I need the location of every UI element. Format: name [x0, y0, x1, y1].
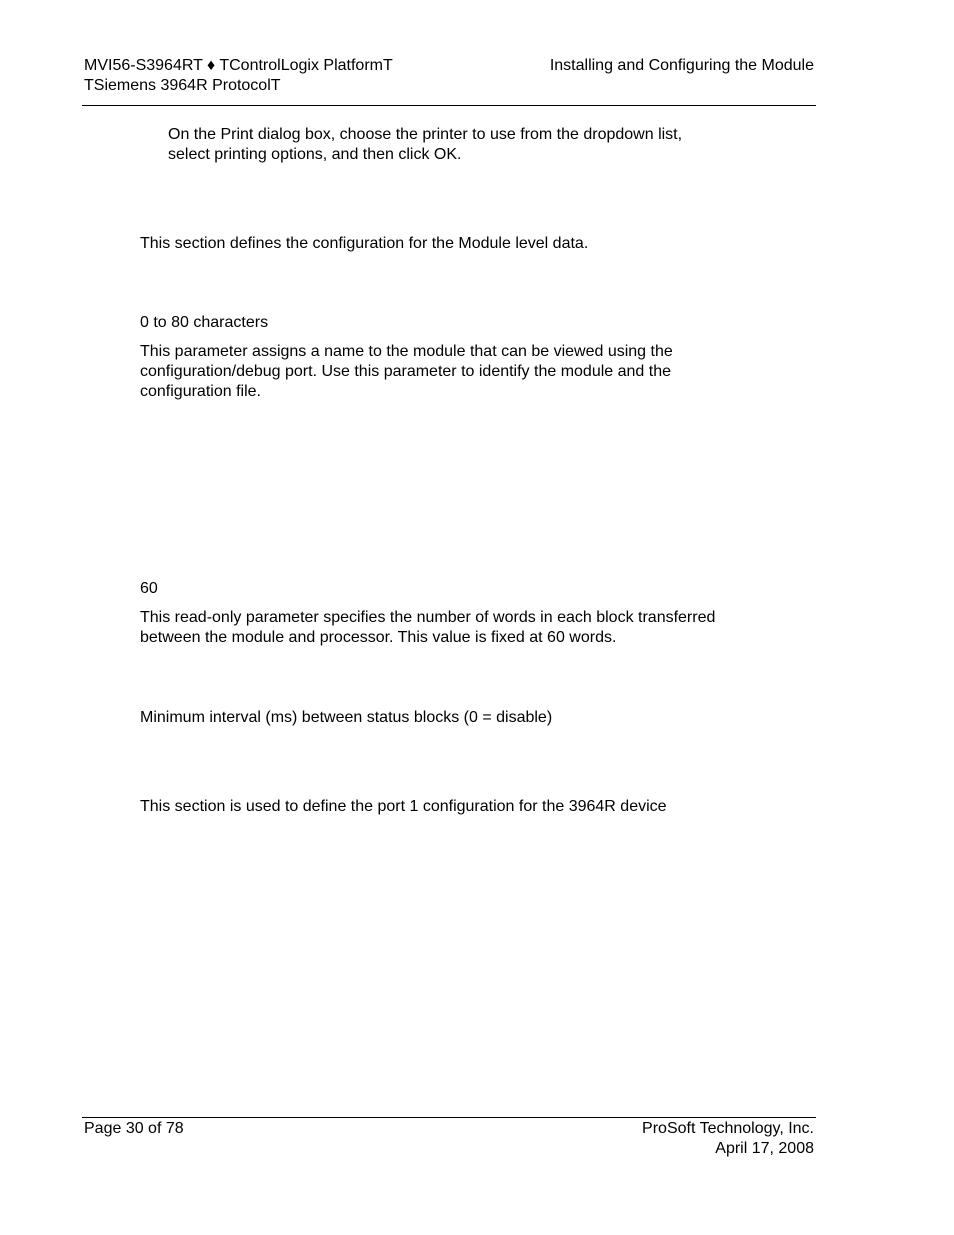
print-step-line: On the Print dialog box, choose the printer to use from the dropdown list, — [168, 126, 683, 143]
footer-date: April 17, 2008 — [715, 1140, 814, 1157]
header-product-line: MVI56-S3964RT ♦ TControlLogix PlatformT — [84, 57, 393, 74]
description-line: configuration file. — [140, 383, 261, 400]
description-line: This read-only parameter specifies the number of words in each block transferred — [140, 609, 716, 626]
footer-company: ProSoft Technology, Inc. — [642, 1120, 814, 1137]
header-protocol-line: TSiemens 3964R ProtocolT — [84, 77, 281, 94]
module-section-intro: This section defines the configuration for the Module level data. — [140, 235, 589, 252]
page-footer-right — [642, 1119, 814, 1159]
status-interval-description: Minimum interval (ms) between status blocks (0 = disable) — [140, 709, 553, 726]
description-line: configuration/debug port. Use this parameter to identify the module and the — [140, 363, 671, 380]
description-line: between the module and processor. This value is fixed at 60 words. — [140, 629, 617, 646]
block-size-value: 60 — [140, 580, 158, 597]
page-number: Page 30 of 78 — [84, 1120, 184, 1137]
port-section-intro: This section is used to define the port 1 configuration for the 3964R device — [140, 798, 667, 815]
block-size-description — [140, 608, 780, 648]
module-name-description — [140, 342, 780, 402]
header-divider — [82, 105, 816, 106]
page-header-left — [84, 56, 504, 96]
footer-divider — [82, 1117, 816, 1118]
print-step-paragraph — [168, 125, 768, 165]
module-name-range: 0 to 80 characters — [140, 314, 269, 331]
page-header-right: Installing and Configuring the Module — [549, 57, 814, 74]
print-step-line: select printing options, and then click OK. — [168, 146, 462, 163]
description-line: This parameter assigns a name to the module that can be viewed using the — [140, 343, 673, 360]
